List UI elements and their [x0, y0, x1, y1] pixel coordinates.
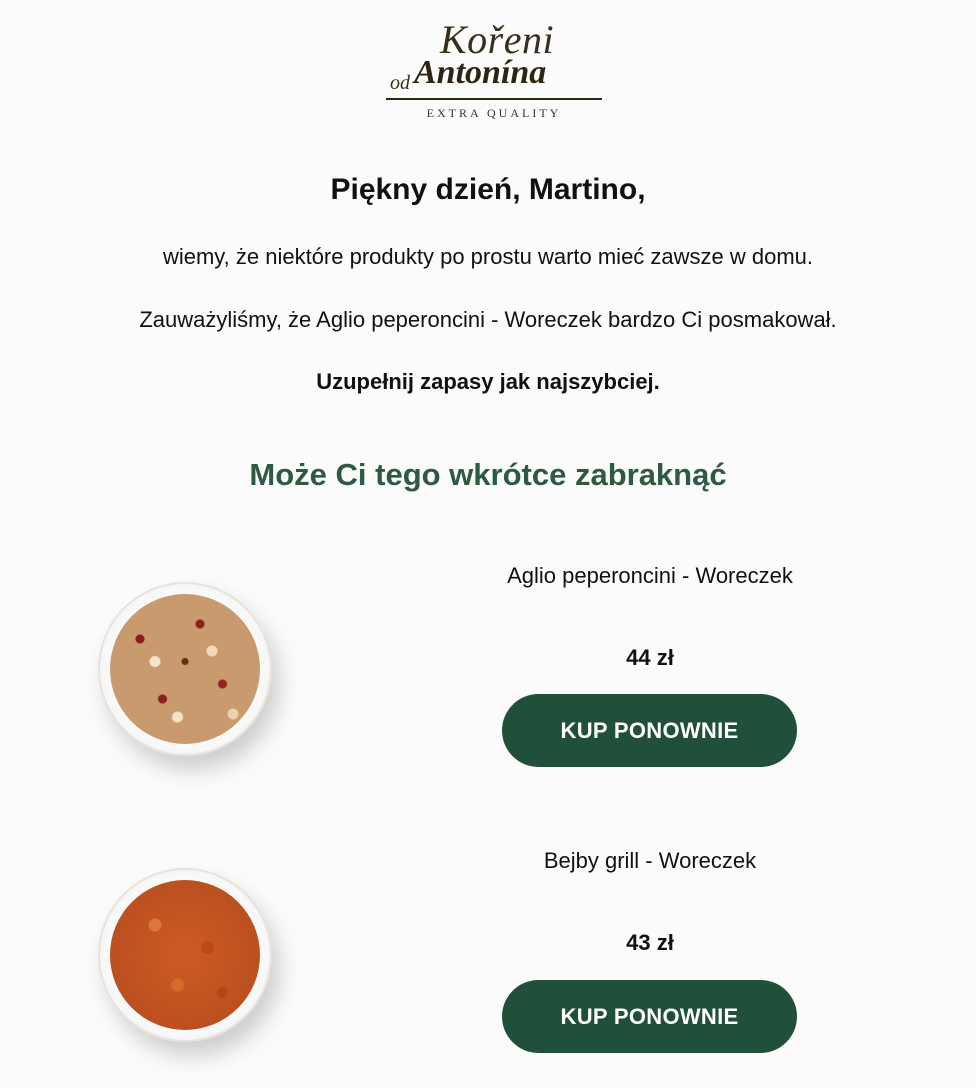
message-line-2: Zauważyliśmy, że Aglio peperoncini - Woreczek bardzo Ci posmakował. — [139, 307, 837, 332]
product-price-2: 43 zł — [626, 930, 674, 955]
buy-again-button-2[interactable]: KUP PONOWNIE — [502, 980, 797, 1053]
product-price-1: 44 zł — [626, 645, 674, 670]
product-image-grill[interactable] — [98, 868, 272, 1042]
logo-prefix: od — [390, 72, 410, 94]
spice-fill — [110, 594, 260, 744]
product-image-aglio[interactable] — [98, 582, 272, 756]
greeting-heading: Piękny dzień, Martino, — [330, 173, 646, 206]
brand-logo[interactable] — [384, 10, 604, 125]
message-line-1: wiemy, że niektóre produkty po prostu warto mieć zawsze w domu. — [162, 244, 814, 269]
logo-brand-name: Antonína — [414, 54, 547, 91]
logo-tagline: EXTRA QUALITY — [426, 106, 562, 120]
spice-fill — [110, 880, 260, 1030]
product-name-2[interactable]: Bejby grill - Woreczek — [543, 848, 757, 873]
logo-script-text: Kořeni — [440, 17, 555, 62]
product-name-1[interactable]: Aglio peperoncini - Woreczek — [507, 563, 793, 588]
section-title: Może Ci tego wkrótce zabraknąć — [249, 457, 727, 492]
logo-divider — [386, 98, 602, 100]
message-line-3: Uzupełnij zapasy jak najszybciej. — [316, 369, 660, 394]
buy-again-button-1[interactable]: KUP PONOWNIE — [502, 694, 797, 767]
